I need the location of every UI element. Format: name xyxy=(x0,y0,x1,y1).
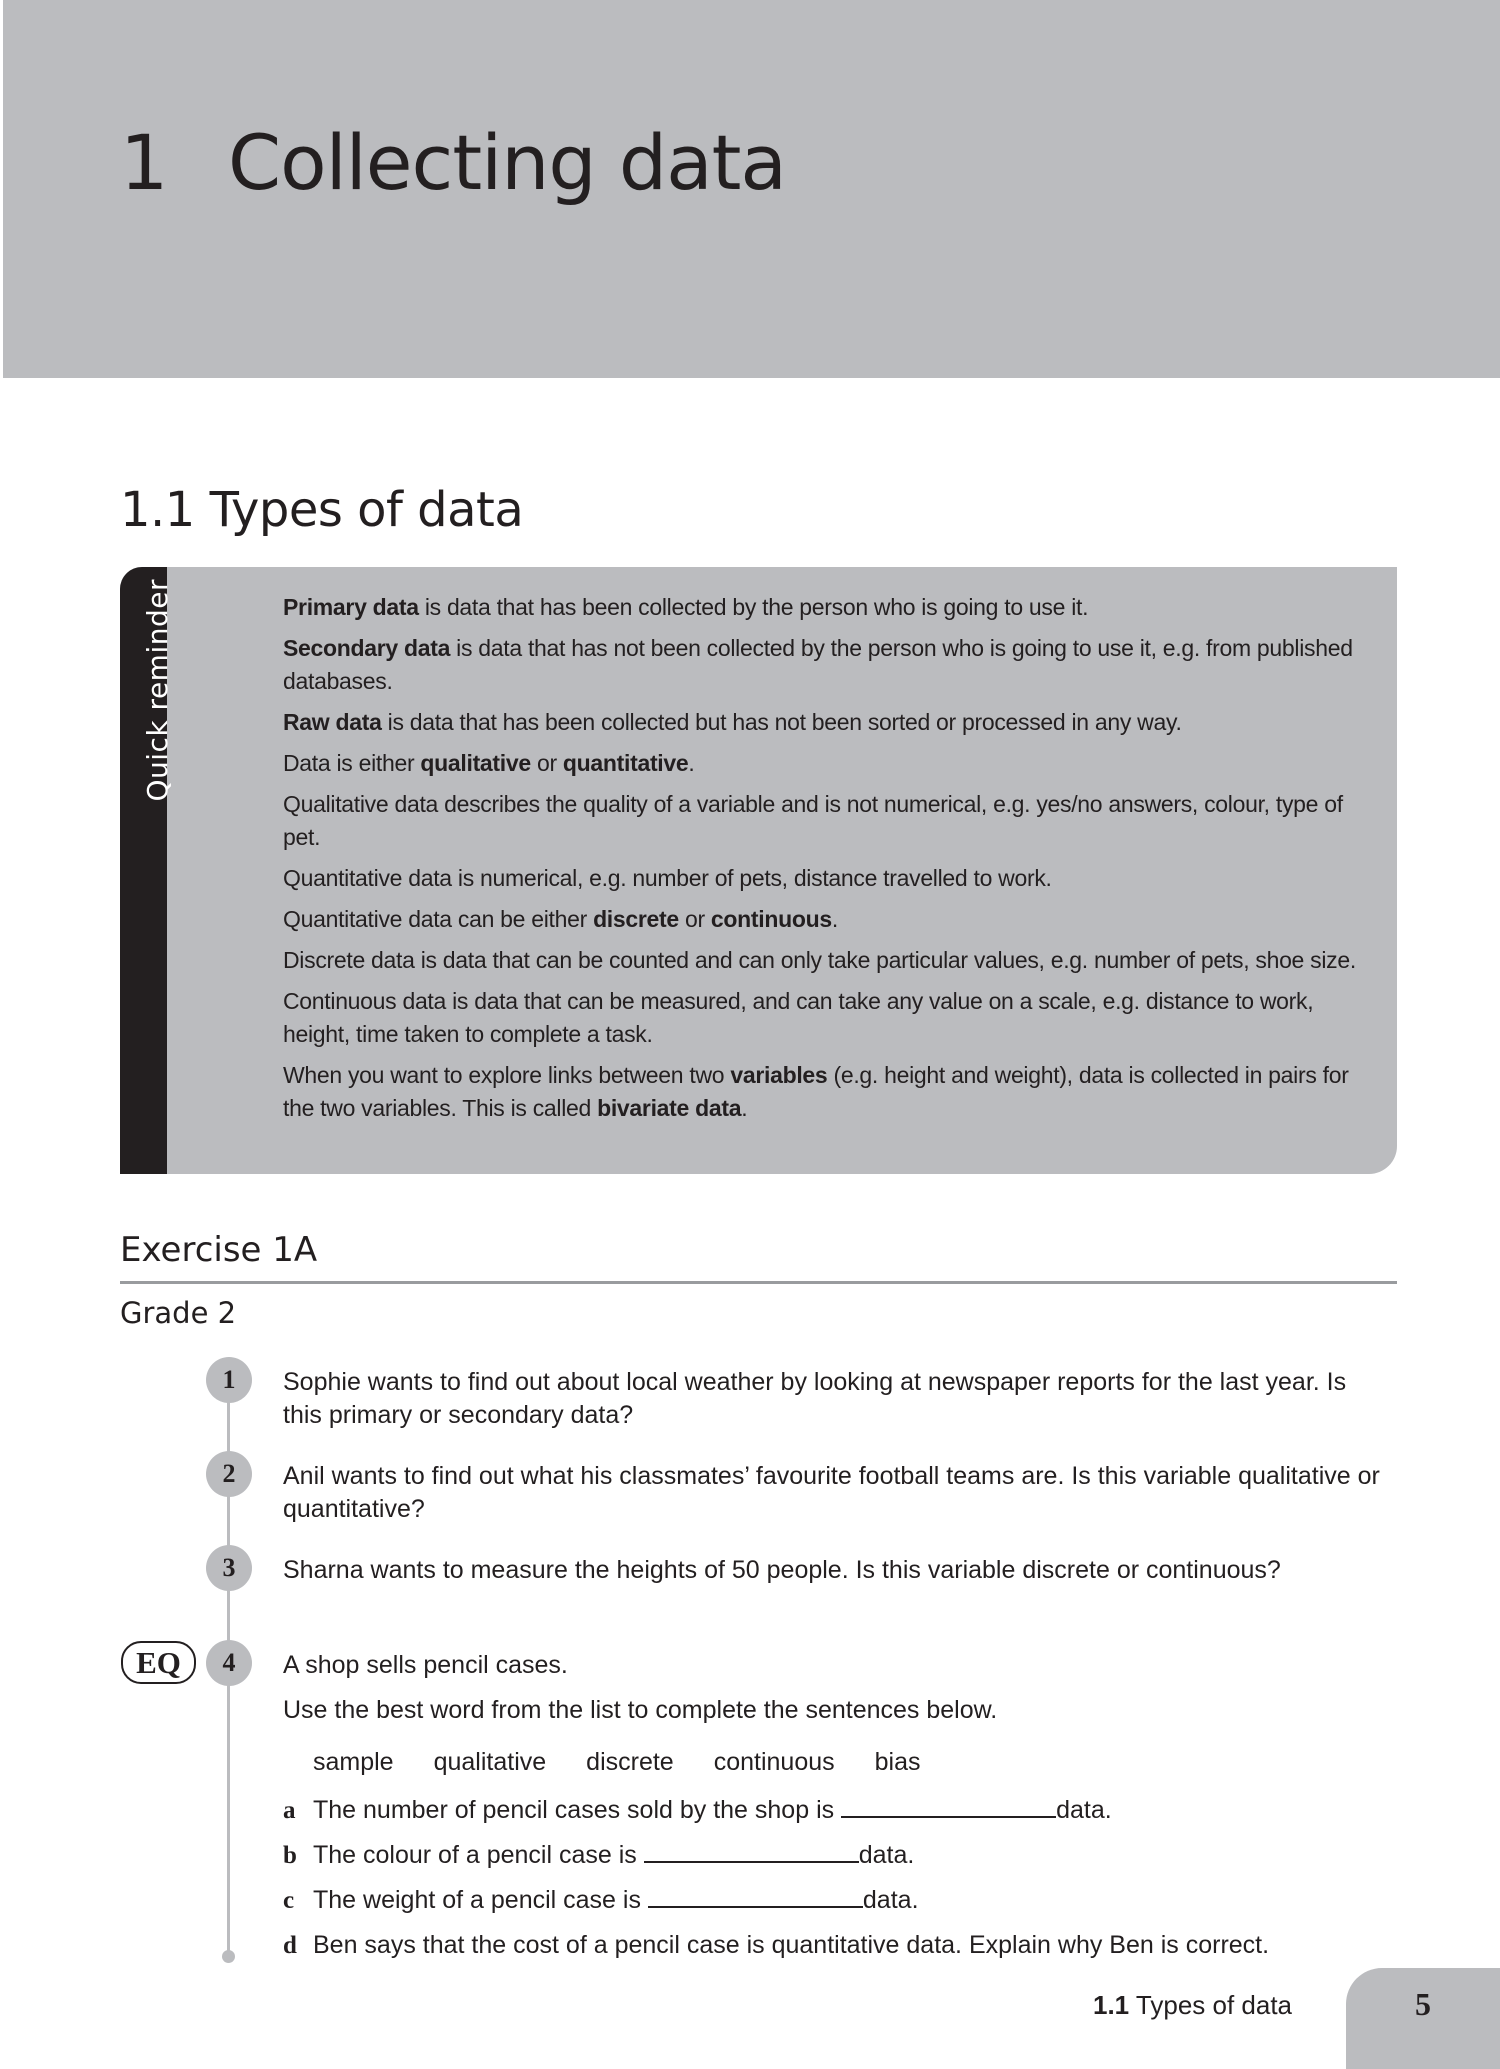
part-text-after: data. xyxy=(858,1841,915,1869)
footer-section-title: Types of data xyxy=(1129,1990,1293,2020)
quick-reminder-content xyxy=(283,591,1373,1133)
page-number-tab xyxy=(1346,1968,1500,2069)
part-text: The colour of a pencil case is xyxy=(313,1841,644,1869)
part-text: Ben says that the cost of a pencil case is quantitative data. Explain why Ben is correct. xyxy=(313,1931,1270,1959)
question-number-4: 4 xyxy=(206,1640,252,1686)
part-letter: a xyxy=(283,1797,296,1824)
part-text-after: data. xyxy=(862,1886,919,1914)
key-term: qualitative xyxy=(420,750,531,776)
word-option: qualitative xyxy=(433,1748,547,1776)
question-number-1: 1 xyxy=(206,1357,252,1403)
footer-section-label xyxy=(1093,1990,1292,2021)
question-4-text: A shop sells pencil cases. xyxy=(283,1651,568,1679)
question-timeline-end-dot xyxy=(222,1950,235,1963)
reminder-paragraph: Primary data is data that has been collected by the person who is going to use it. xyxy=(283,594,1089,620)
key-term: continuous xyxy=(710,906,832,932)
reminder-paragraph: Raw data is data that has been collected but has not been sorted or processed in any way. xyxy=(283,709,1182,735)
key-term: Raw data xyxy=(283,709,382,735)
word-option: discrete xyxy=(586,1748,674,1776)
reminder-paragraph: When you want to explore links between two variables (e.g. height and weight), data is collected in pairs for the two variables. This is called bivariate data. xyxy=(283,1062,1349,1121)
key-term: Secondary data xyxy=(283,635,451,661)
part-text: The number of pencil cases sold by the shop is xyxy=(313,1796,842,1824)
reminder-paragraph: Data is either qualitative or quantitative. xyxy=(283,750,695,776)
key-term: variables xyxy=(730,1062,828,1088)
section-title: 1.1 Types of data xyxy=(120,482,524,538)
part-letter: b xyxy=(283,1842,297,1869)
word-option: sample xyxy=(313,1748,394,1776)
question-2-text: Anil wants to find out what his classmates’ favourite football teams are. Is this variable qualitative or quantitative? xyxy=(283,1462,1380,1523)
quick-reminder-tab xyxy=(120,567,174,1174)
quick-reminder-label: Quick reminder xyxy=(141,579,174,802)
question-4-instruction: Use the best word from the list to complete the sentences below. xyxy=(283,1696,998,1724)
question-4d xyxy=(283,1931,1393,1960)
reminder-paragraph: Continuous data is data that can be measured, and can take any value on a scale, e.g. distance to work, height, time taken to complete a task. xyxy=(283,988,1314,1047)
question-number-2: 2 xyxy=(206,1451,252,1497)
footer-section-number: 1.1 xyxy=(1093,1990,1130,2020)
key-term: bivariate data xyxy=(597,1095,742,1121)
exercise-title: Exercise 1A xyxy=(120,1230,318,1270)
word-option: continuous xyxy=(713,1748,835,1776)
question-number-3: 3 xyxy=(206,1545,252,1591)
word-list xyxy=(313,1748,921,1777)
question-4a xyxy=(283,1796,1393,1825)
chapter-number: 1 xyxy=(120,118,168,207)
grade-label: Grade 2 xyxy=(120,1296,237,1330)
answer-blank[interactable] xyxy=(644,1843,859,1863)
question-3-text: Sharna wants to measure the heights of 50 people. Is this variable discrete or continuous? xyxy=(283,1556,1281,1584)
answer-blank[interactable] xyxy=(841,1798,1056,1818)
page-number: 5 xyxy=(1415,1986,1431,2022)
reminder-paragraph: Discrete data is data that can be counted and can only take particular values, e.g. number of pets, shoe size. xyxy=(283,947,1356,973)
reminder-paragraph: Quantitative data can be either discrete or continuous. xyxy=(283,906,838,932)
key-term: Primary data xyxy=(283,594,419,620)
chapter-title xyxy=(120,118,786,207)
part-text-after: data. xyxy=(1056,1796,1112,1824)
key-term: discrete xyxy=(593,906,679,932)
question-4b xyxy=(283,1841,1393,1870)
part-text: The weight of a pencil case is xyxy=(313,1886,648,1914)
key-term: quantitative xyxy=(562,750,689,776)
question-1-text: Sophie wants to find out about local weather by looking at newspaper reports for the last year. Is this primary or secondary data? xyxy=(283,1368,1347,1429)
part-letter: d xyxy=(283,1932,297,1959)
reminder-paragraph: Quantitative data is numerical, e.g. number of pets, distance travelled to work. xyxy=(283,865,1052,891)
exam-question-badge: EQ xyxy=(121,1641,196,1684)
word-option: bias xyxy=(874,1748,921,1776)
reminder-paragraph: Secondary data is data that has not been collected by the person who is going to use it, e.g. from published databases. xyxy=(283,635,1353,694)
answer-blank[interactable] xyxy=(648,1888,863,1908)
exercise-divider xyxy=(120,1281,1397,1284)
part-letter: c xyxy=(283,1887,295,1914)
chapter-banner xyxy=(3,0,1500,378)
question-4c xyxy=(283,1886,1393,1915)
reminder-paragraph: Qualitative data describes the quality of a variable and is not numerical, e.g. yes/no answers, colour, type of pet. xyxy=(283,791,1343,850)
chapter-name: Collecting data xyxy=(228,118,787,207)
quick-reminder-box xyxy=(120,567,1397,1174)
